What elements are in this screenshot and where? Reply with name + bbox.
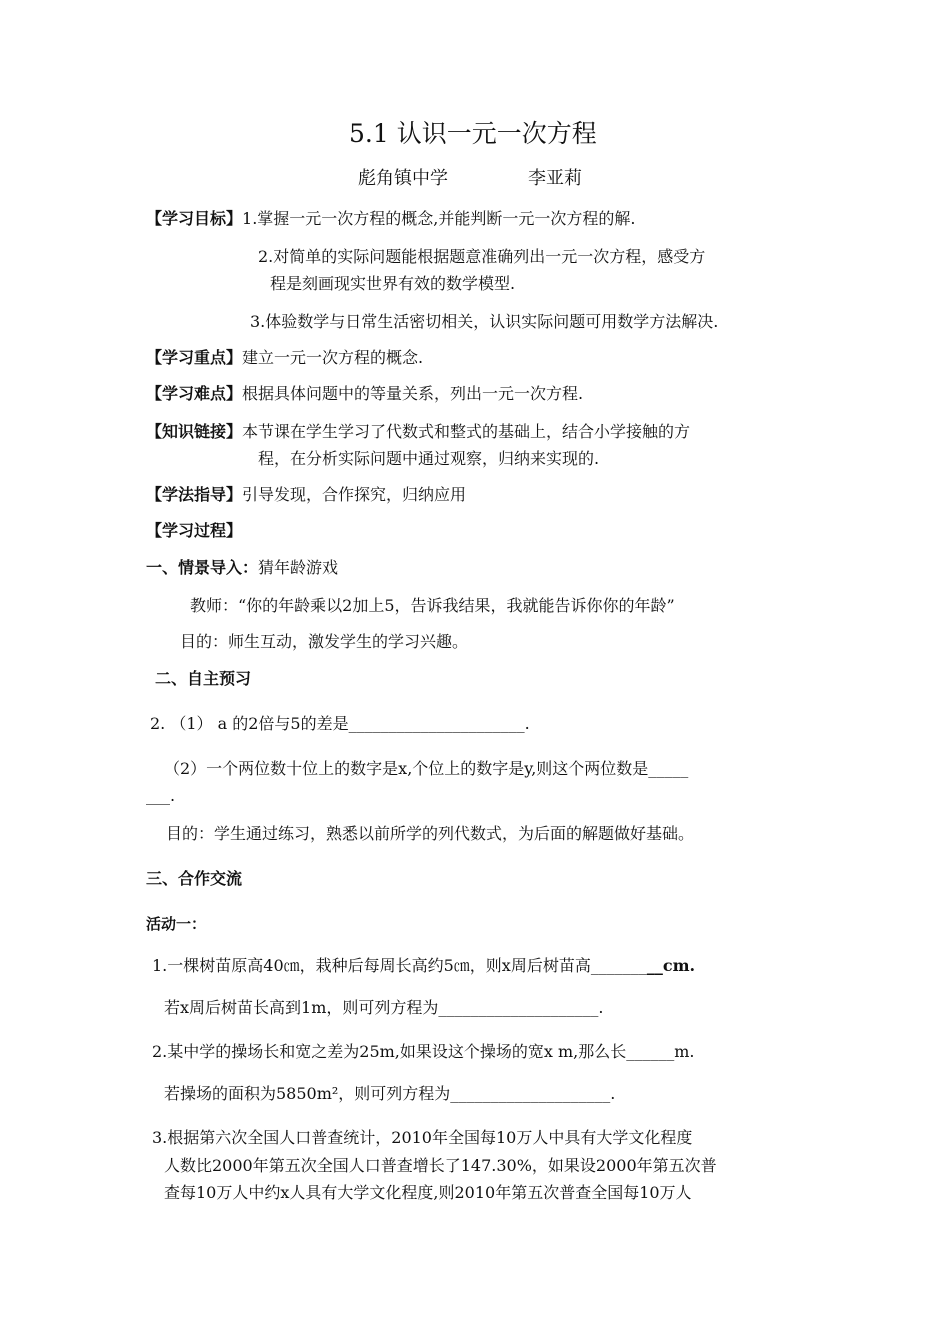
activity-question-1-line-1: [152, 955, 695, 977]
links-row: [146, 421, 690, 443]
activity-question-3-line-2: 人数比2000年第五次全国人口普查增长了147.30%，如果设2000年第五次普: [164, 1156, 717, 1175]
goals-label: 【学习目标】: [146, 209, 243, 228]
difficulty-label: 【学习难点】: [146, 384, 243, 403]
method-label: 【学法指导】: [146, 485, 243, 504]
part2-purpose: 目的：学生通过练习，熟悉以前所学的列代数式，为后面的解题做好基础。: [166, 824, 695, 843]
activity-question-3-line-1: 3.根据第六次全国人口普查统计，2010年全国每10万人中具有大学文化程度: [152, 1128, 693, 1147]
key-label: 【学习重点】: [146, 348, 243, 367]
part2-heading: 二、自主预习: [155, 669, 252, 688]
part2-question-1: 2. （1） a 的2倍与5的差是______________________.: [150, 714, 530, 733]
activity-label: 活动一：: [146, 915, 207, 933]
goals-item-1: 1.掌握一元一次方程的概念,并能判断一元一次方程的解.: [242, 209, 636, 228]
method-text: 引导发现，合作探究，归纳应用: [242, 485, 467, 504]
method-row: [146, 484, 466, 506]
page-title: 5.1 认识一元一次方程: [349, 119, 597, 148]
part3-heading: 三、合作交流: [146, 869, 243, 888]
goals-item-2-line-2: 程是刻画现实世界有效的数学模型.: [270, 274, 516, 293]
activity-question-3-line-3: 查每10万人中约x人具有大学文化程度,则2010年第五次普查全国每10万人: [164, 1183, 692, 1202]
difficulty-row: [146, 383, 583, 405]
activity-question-1-text: 1.一棵树苗原高40㎝，栽种后每周长高约5㎝，则x周后树苗高_______: [152, 956, 647, 975]
activity-question-2-line-1: 2.某中学的操场长和宽之差为25m,如果设这个操场的宽x m,那么长______m.: [152, 1042, 695, 1061]
process-label: 【学习过程】: [146, 521, 243, 540]
key-row: [146, 347, 423, 369]
links-line-1: 本节课在学生学习了代数式和整式的基础上，结合小学接触的方: [242, 422, 691, 441]
activity-question-2-line-2: 若操场的面积为5850m²，则可列方程为____________________.: [164, 1084, 616, 1103]
author-school: 彪角镇中学: [358, 168, 448, 189]
part1-purpose: 目的：师生互动，激发学生的学习兴趣。: [180, 632, 469, 651]
part2-question-2-line-1: （2）一个两位数十位上的数字是x,个位上的数字是y,则这个两位数是_____: [164, 759, 689, 778]
links-label: 【知识链接】: [146, 422, 243, 441]
links-line-2: 程，在分析实际问题中通过观察，归纳来实现的.: [258, 449, 600, 468]
part1-heading-row: [146, 557, 338, 579]
part1-topic: 猜年龄游戏: [258, 558, 339, 577]
difficulty-text: 根据具体问题中的等量关系，列出一元一次方程.: [242, 384, 584, 403]
part1-heading: 一、情景导入：: [146, 558, 259, 577]
part2-question-2-line-2: ___.: [146, 786, 176, 805]
author-name: 李亚莉: [528, 168, 582, 189]
goals-item-2-line-1: 2.对简单的实际问题能根据题意准确列出一元一次方程，感受方: [258, 247, 706, 266]
activity-question-1-line-2: 若x周后树苗长高到1m，则可列方程为____________________.: [164, 998, 604, 1017]
goals-item-3: 3.体验数学与日常生活密切相关，认识实际问题可用数学方法解决.: [250, 312, 719, 331]
part1-teacher-quote: 教师：“你的年龄乘以2加上5，告诉我结果，我就能告诉你你的年龄”: [190, 596, 675, 615]
author-line: [358, 166, 582, 192]
key-text: 建立一元一次方程的概念.: [242, 348, 424, 367]
activity-question-1-unit: __cm.: [646, 956, 696, 975]
goals-row: [146, 208, 635, 230]
